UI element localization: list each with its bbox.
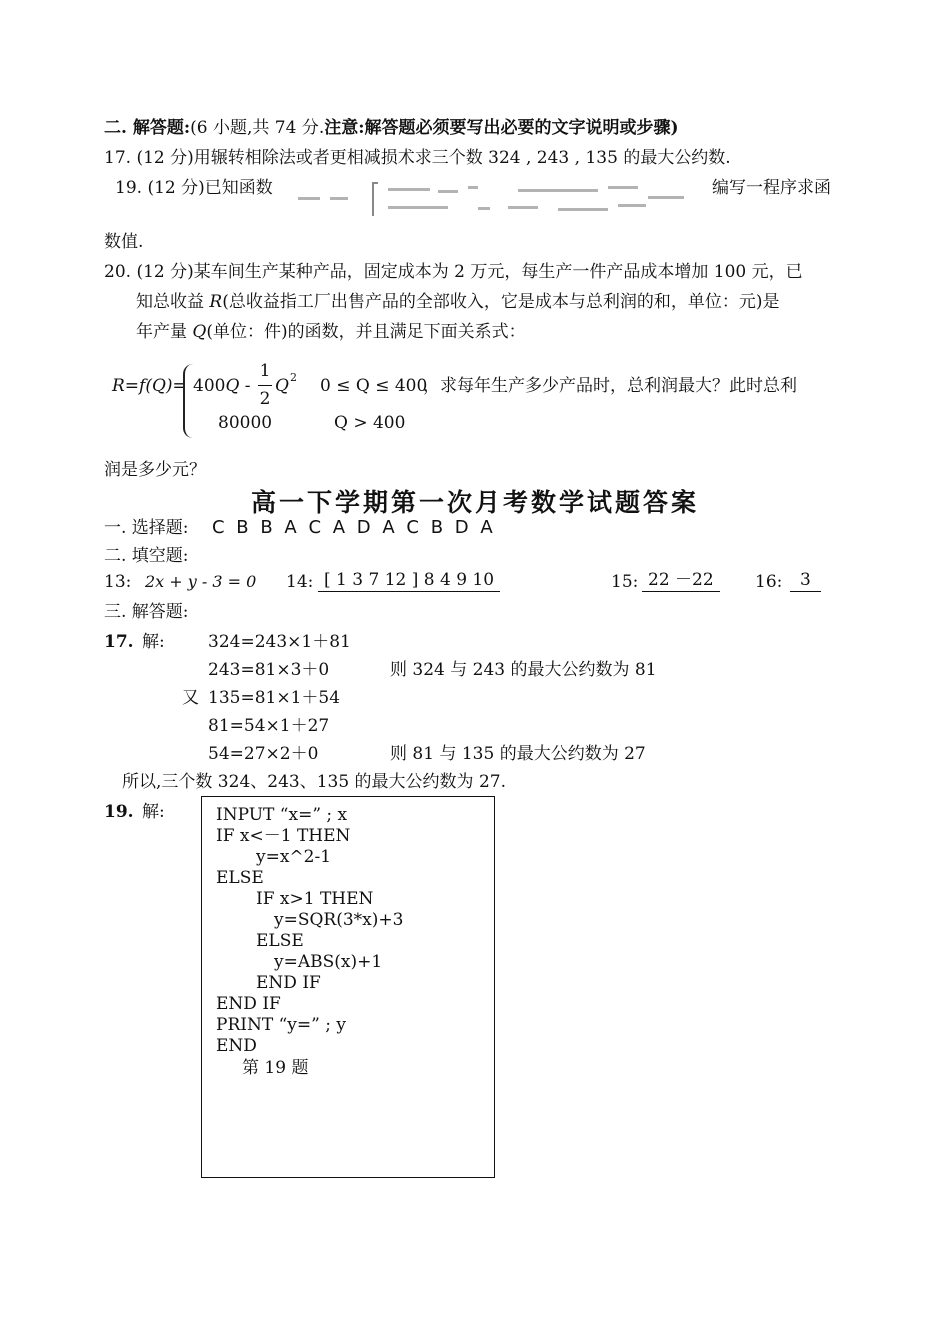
sol17-conclusion: 所以,三个数 324、243、135 的最大公约数为 27. (122, 772, 506, 792)
answer-title: 高一下学期第一次月考数学试题答案 (250, 488, 699, 517)
sol19-jie: 解: (142, 802, 165, 822)
answer-15-label: 15: (611, 572, 639, 592)
code-line: END IF (216, 994, 281, 1014)
piecewise-brace (183, 364, 193, 438)
code-line: INPUT “x=” ; x (216, 805, 348, 825)
fraction-denominator: 2 (259, 389, 271, 409)
code-line: PRINT “y=” ; y (216, 1015, 346, 1035)
code-line: y=ABS(x)+1 (274, 952, 383, 972)
question-20-line1: 20. (12 分)某车间生产某种产品，固定成本为 2 万元，每生产一件产品成本增加 100 元，已 (104, 262, 803, 282)
answer-14-value: [ 1 3 7 12 ] 8 4 9 10 (318, 570, 500, 592)
question-20-line2 (136, 292, 779, 312)
answer-16-label: 16: (755, 572, 783, 592)
question-19-continued: 数值. (104, 232, 144, 252)
case1-var: Q (225, 376, 240, 396)
case1-condition: 0 ≤ Q ≤ 400 (320, 376, 428, 396)
case2-expression: 80000 (218, 413, 273, 433)
line2-text-b: (总收益指工厂出售产品的全部收入，它是成本与总利润的和，单位：元)是 (222, 292, 780, 312)
sol17-label: 17. (104, 632, 134, 652)
answer-13-value: 2x + y - 3 = 0 (145, 572, 257, 591)
case1-coef: 400 (193, 376, 226, 396)
case1-minus: - (239, 376, 251, 396)
answer-15-value: 22 －22 (642, 570, 720, 592)
question-20-last-line: 润是多少元？ (104, 460, 206, 480)
code-line: END (216, 1036, 257, 1056)
answer-13-label: 13: (104, 572, 132, 592)
sol17-step1: 324=243×1＋81 (208, 632, 351, 652)
code-line: ELSE (216, 868, 264, 888)
sol17-step4: 81=54×1＋27 (208, 716, 330, 736)
line3-text-b: (单位：件)的函数，并且满足下面关系式： (206, 322, 526, 342)
fraction-bar (258, 385, 272, 386)
question-19-prefix: 19. (12 分)已知函数 (115, 178, 273, 198)
code-line: y=SQR(3*x)+3 (274, 910, 404, 930)
sol17-jie: 解: (142, 632, 165, 652)
sol17-you: 又 (182, 688, 199, 708)
code-box (201, 796, 495, 1178)
var-r: R (209, 292, 223, 312)
case1-expression (193, 376, 251, 396)
section-note-bold: 注意:解答题必须要写出必要的文字说明或步骤) (324, 118, 679, 138)
var-q: Q (192, 322, 207, 342)
sol17-step2: 243=81×3＋0 (208, 660, 330, 680)
question-20-line3 (136, 322, 526, 342)
solve-label: 三. 解答题: (104, 602, 189, 622)
question-20-ask: ，求每年生产多少产品时，总利润最大？此时总利 (423, 376, 797, 396)
sol17-step3: 135=81×1＋54 (208, 688, 341, 708)
section-heading-label: 二. 解答题: (104, 118, 191, 138)
code-caption: 第 19 题 (242, 1058, 309, 1078)
case1-exponent: 2 (290, 371, 297, 384)
code-line: IF x<－1 THEN (216, 826, 351, 846)
blurred-formula-image (298, 182, 688, 216)
fraction-numerator: 1 (259, 361, 271, 381)
question-19-suffix: 编写一程序求函 (712, 178, 831, 198)
code-line: y=x^2-1 (256, 847, 332, 867)
case2-condition: Q > 400 (334, 413, 406, 433)
mc-values: C B B A C A D A C B D A (212, 517, 496, 538)
formula-lhs: R=f(Q)= (112, 376, 187, 396)
line3-text-a: 年产量 (136, 322, 193, 342)
code-line: IF x>1 THEN (256, 889, 374, 909)
sol17-comment5: 则 81 与 135 的最大公约数为 27 (390, 744, 646, 764)
section-note: (6 小题,共 74 分. (190, 118, 325, 138)
question-17: 17. (12 分)用辗转相除法或者更相减损术求三个数 324 , 243 , 135 的最大公约数. (104, 148, 731, 168)
sol19-label: 19. (104, 802, 134, 822)
answer-14-label: 14: (286, 572, 314, 592)
fill-label: 二. 填空题: (104, 546, 189, 566)
code-line: ELSE (256, 931, 304, 951)
answer-16-value: 3 (790, 570, 821, 592)
line2-text-a: 知总收益 (136, 292, 210, 312)
code-line: END IF (256, 973, 321, 993)
sol17-step5: 54=27×2＋0 (208, 744, 319, 764)
mc-label: 一. 选择题: (104, 518, 189, 538)
sol17-comment2: 则 324 与 243 的最大公约数为 81 (390, 660, 657, 680)
section-heading (104, 118, 679, 138)
case1-q: Q (275, 376, 289, 396)
